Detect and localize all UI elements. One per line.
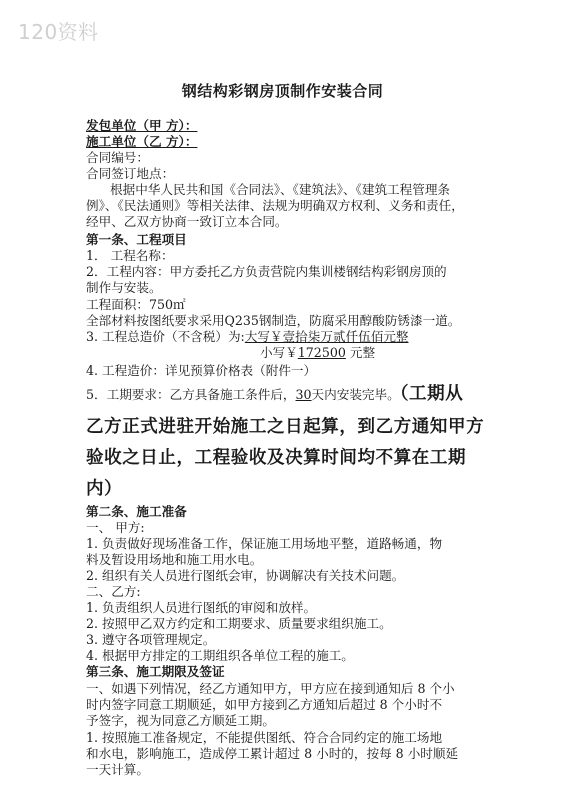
- total-price-lower: [260, 344, 375, 361]
- party-a-duties-label: 一、 甲方:: [86, 520, 145, 535]
- total-price: [86, 328, 409, 345]
- signing-place: 合同签订地点：: [86, 166, 175, 181]
- section-3-text: 1. 按照施工准备规定，不能提供图纸、符合合同约定的施工场地: [86, 730, 443, 745]
- party-a-duty: 料及暂设用场地和施工用水电。: [86, 552, 263, 567]
- schedule-suffix: 天内安装完毕。: [311, 387, 400, 402]
- party-a-duty: 1. 负责做好现场准备工作，保证施工用场地平整，道路畅通，物: [86, 536, 443, 551]
- section-2-heading: 第二条、施工准备: [86, 504, 187, 519]
- total-price-lower-value: 172500: [297, 345, 346, 360]
- schedule-note: 验收之日止，工程验收及决算时间均不算在工期: [86, 448, 467, 468]
- project-content: 制作与安装。: [86, 280, 162, 295]
- total-price-label: 3. 工程总造价（不含税）为:: [86, 329, 245, 344]
- total-price-upper: 大写￥壹拾柒万贰仟伍佰元整: [244, 329, 409, 344]
- section-3-heading: 第三条、施工期限及签证: [86, 664, 225, 679]
- party-a-label: 发包单位（甲 方）：: [86, 118, 198, 133]
- watermark: 120资料: [18, 20, 99, 44]
- total-price-lower-label: 小写￥: [260, 345, 298, 360]
- total-price-lower-suffix: 元整: [345, 345, 376, 360]
- party-b-label: 施工单位（乙 方）：: [86, 134, 198, 149]
- section-1-heading: 第一条、工程项目: [86, 232, 187, 247]
- schedule-prefix: 5．工期要求：乙方具备施工条件后，: [86, 387, 296, 402]
- schedule-requirement: [86, 386, 463, 403]
- party-b-duty: 3. 遵守各项管理规定。: [86, 632, 216, 647]
- schedule-note-start: （工期从: [399, 384, 464, 404]
- party-b-duty: 2. 按照甲乙双方约定和工期要求、质量要求组织施工。: [86, 616, 392, 631]
- contract-number: 合同编号：: [86, 150, 149, 165]
- party-a-duty: 2. 组织有关人员进行图纸会审，协调解决有关技术问题。: [86, 568, 405, 583]
- preamble-line: 根据中华人民共和国《合同法》、《建筑法》、《建筑工程管理条: [110, 182, 451, 197]
- material-spec: 全部材料按图纸要求采用Q235钢制造，防腐采用醇酸防锈漆一道。: [86, 313, 461, 328]
- section-3-text: 一、如遇下列情况，经乙方通知甲方，甲方应在接到通知后 8 个小: [86, 681, 455, 696]
- section-3-text: 一天计算。: [86, 762, 149, 777]
- party-b-duty: 1. 负责组织人员进行图纸的审阅和放样。: [86, 600, 317, 615]
- schedule-note: 内）: [86, 479, 123, 499]
- section-3-text: 和水电，影响施工，造成停工累计超过 8 小时的，按每 8 小时顺延: [86, 746, 459, 761]
- preamble-line: 例》、《民法通则》等相关法律、法规为明确双方权利、义务和责任，: [86, 198, 464, 213]
- party-b-duty: 4. 根据甲方排定的工期组织各单位工程的施工。: [86, 648, 354, 663]
- schedule-note: 乙方正式进驻开始施工之日起算，到乙方通知甲方: [86, 417, 485, 437]
- section-3-text: 时内签字同意工期顺延，如甲方接到乙方通知后超过 8 个小时不: [86, 697, 443, 712]
- party-b-duties-label: 二、乙方:: [86, 584, 141, 599]
- project-content: 2．工程内容：甲方委托乙方负责营院内集训楼钢结构彩钢房顶的: [86, 264, 447, 279]
- schedule-days: 30: [295, 387, 312, 402]
- document-title: 钢结构彩钢房顶制作安装合同: [181, 82, 384, 100]
- section-3-text: 予签字，视为同意乙方顺延工期。: [86, 713, 275, 728]
- preamble-line: 经甲、乙双方协商一致订立本合同。: [86, 214, 288, 229]
- project-cost-detail: 4. 工程造价：详见预算价格表（附件一）: [86, 363, 317, 378]
- project-area: 工程面积：750㎡: [86, 297, 186, 312]
- project-name: 1． 工程名称：: [86, 248, 174, 263]
